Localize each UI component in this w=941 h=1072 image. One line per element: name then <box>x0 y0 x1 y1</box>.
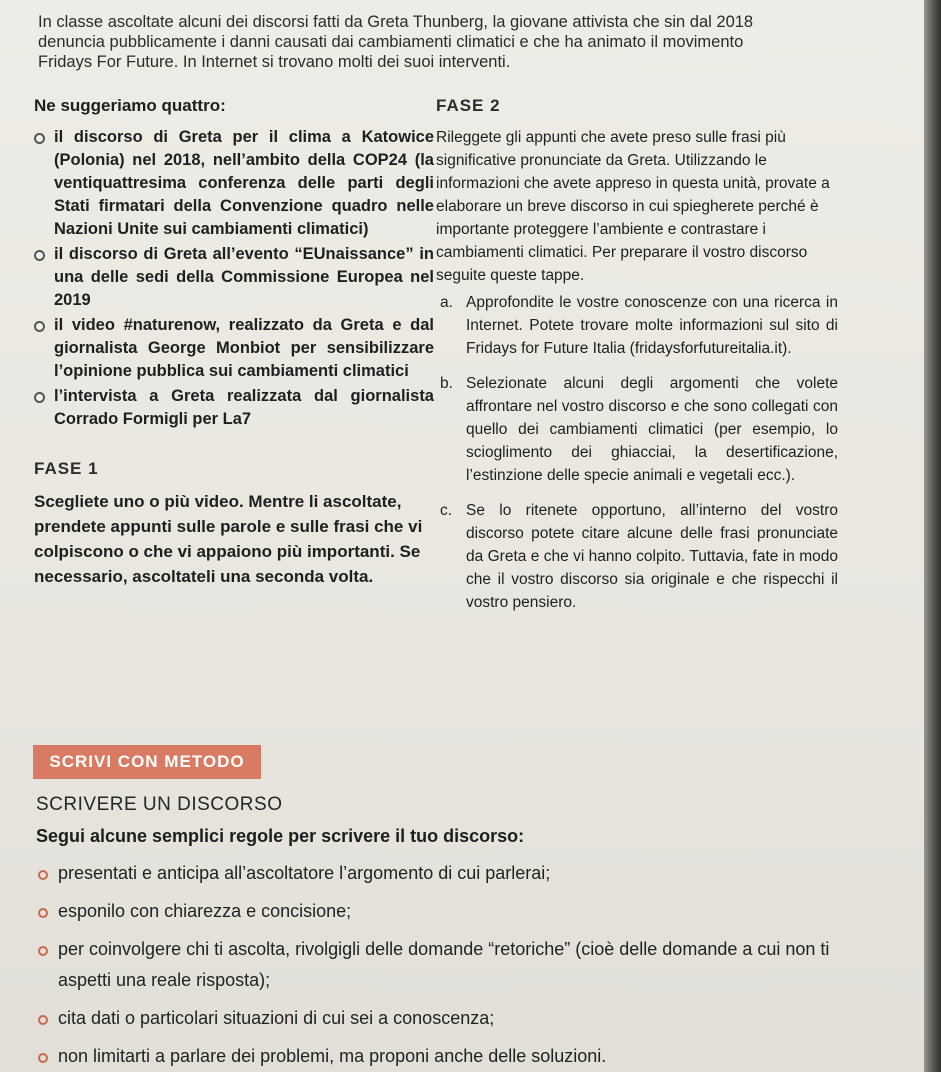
step-letter: b. <box>440 375 453 392</box>
fase-2-intro: Rileggete gli appunti che avete preso sulle frasi più significative pronunciate da Greta. Utilizzando le informazioni che avete appreso in questa unità, provate a elaborare un breve discorso in cui spiegherete perché è importante proteggere l’ambiente e contrastare i cambiamenti climatici. Per preparare il vostro discorso seguite queste tappe. <box>436 129 830 284</box>
step-item <box>436 372 838 487</box>
left-column <box>34 96 434 589</box>
suggestions-lead: Ne suggeriamo quattro: <box>34 96 226 115</box>
list-item: non limitarti a parlare dei problemi, ma proponi anche delle soluzioni. <box>36 1041 866 1072</box>
step-item <box>436 499 838 614</box>
rules-list <box>36 858 866 1072</box>
intro-line: Fridays For Future. In Internet si trovano molti dei suoi interventi. <box>38 53 511 71</box>
fase-2-heading: FASE 2 <box>436 96 501 115</box>
rules-lead: Segui alcune semplici regole per scrivere il tuo discorso: <box>36 826 525 846</box>
steps-list <box>436 291 838 614</box>
page-edge-shadow <box>924 0 941 1072</box>
step-item <box>436 291 838 360</box>
right-column <box>436 96 838 626</box>
speech-list <box>34 126 434 431</box>
fase-1-text: Scegliete uno o più video. Mentre li ascoltate, prendete appunti sulle parole e sulle frasi che vi colpiscono o che vi appaiono più importanti. Se necessario, ascoltateli una seconda volta. <box>34 492 423 586</box>
list-item: l’intervista a Greta realizzata dal giornalista Corrado Formigli per La7 <box>34 385 434 431</box>
list-item: il discorso di Greta all’evento “EUnaissance” in una delle sedi della Commissione Europea nel 2019 <box>34 243 434 312</box>
list-item: cita dati o particolari situazioni di cui sei a conoscenza; <box>36 1003 866 1034</box>
list-item: esponilo con chiarezza e concisione; <box>36 896 866 927</box>
intro-paragraph <box>38 12 858 72</box>
step-letter: c. <box>440 502 453 519</box>
list-item: il video #naturenow, realizzato da Greta e dal giornalista George Monbiot per sensibilizzare l’opinione pubblica sui cambiamenti climatici <box>34 314 434 383</box>
intro-line: denuncia pubblicamente i danni causati dai cambiamenti climatici e che ha animato il movimento <box>38 33 744 51</box>
list-item: per coinvolgere chi ti ascolta, rivolgigli delle domande “retoriche” (cioè delle domande a cui non ti aspetti una reale risposta); <box>36 934 866 996</box>
step-text: Se lo ritenete opportuno, all’interno del vostro discorso potete citare alcune delle frasi pronunciate da Greta e che vi hanno colpito. Tuttavia, fate in modo che il vostro discorso sia originale e che rispecchi il vostro pensiero. <box>466 502 838 611</box>
step-text: Approfondite le vostre conoscenze con una ricerca in Internet. Potete trovare molte informazioni sul sito di Fridays for Future Italia (fridaysforfutureitalia.it). <box>466 294 838 357</box>
fase-1-heading: FASE 1 <box>34 459 99 478</box>
section-title: SCRIVERE UN DISCORSO <box>36 794 283 815</box>
list-item: il discorso di Greta per il clima a Katowice (Polonia) nel 2018, nell’ambito della COP24 (la ventiquattresima conferenza delle parti degli Stati firmatari della Convenzione quadro nelle Nazioni Unite sui cambiamenti climatici) <box>34 126 434 241</box>
step-letter: a. <box>440 294 453 311</box>
step-text: Selezionate alcuni degli argomenti che volete affrontare nel vostro discorso e che sono collegati con quello dei cambiamenti climatici (per esempio, lo scioglimento dei ghiacciai, la desertificazione, l’estinzione delle specie animali e vegetali ecc.). <box>466 375 838 484</box>
scrivi-con-metodo-badge: SCRIVI CON METODO <box>33 745 261 779</box>
list-item: presentati e anticipa all’ascoltatore l’argomento di cui parlerai; <box>36 858 866 889</box>
intro-line: In classe ascoltate alcuni dei discorsi fatti da Greta Thunberg, la giovane attivista che sin dal 2018 <box>38 13 754 31</box>
